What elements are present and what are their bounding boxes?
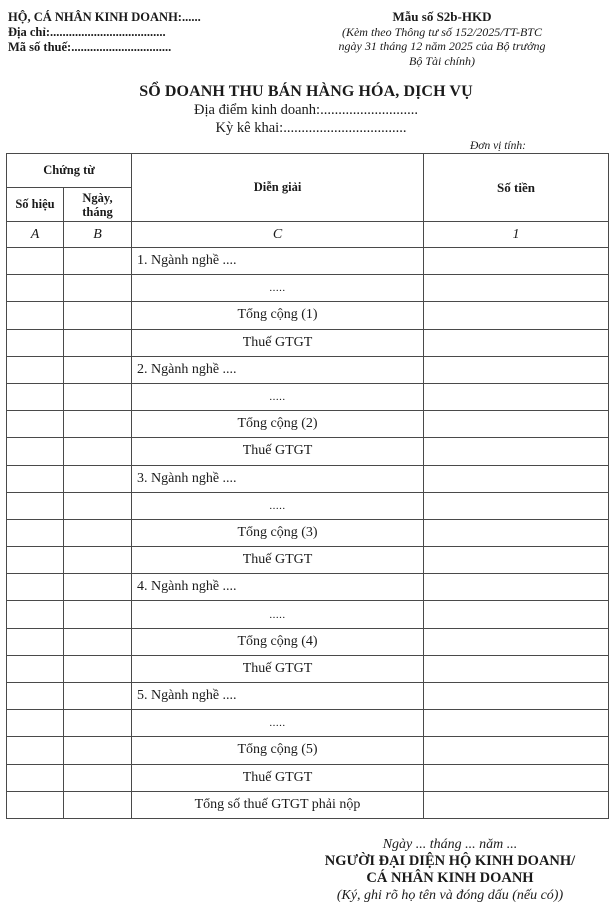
amount-cell[interactable]: [424, 601, 609, 628]
signature-note: (Ký, ghi rõ họ tên và đóng dấu (nếu có)): [336, 888, 564, 903]
address-field[interactable]: Địa chỉ:.....................................: [8, 25, 166, 39]
form-number: Mẫu số S2b-HKD: [392, 9, 492, 24]
voucher-date-cell[interactable]: [64, 791, 132, 818]
business-line-label: 5. Ngành nghề ....: [132, 683, 424, 710]
business-name-field[interactable]: HỘ, CÁ NHÂN KINH DOANH:......: [8, 10, 201, 24]
code-c: C: [132, 222, 424, 248]
vat-label: Thuế GTGT: [132, 547, 424, 574]
tax-code-field[interactable]: Mã số thuế:................................: [8, 40, 172, 54]
voucher-number-cell[interactable]: [7, 737, 64, 764]
voucher-number-cell[interactable]: [7, 601, 64, 628]
table-row: [7, 655, 609, 682]
amount-cell[interactable]: [424, 275, 609, 302]
table-row: [7, 465, 609, 492]
voucher-number-cell[interactable]: [7, 383, 64, 410]
voucher-date-cell[interactable]: [64, 275, 132, 302]
table-row: [7, 710, 609, 737]
voucher-date-cell[interactable]: [64, 492, 132, 519]
amount-cell[interactable]: [424, 465, 609, 492]
code-1: 1: [424, 222, 609, 248]
ledger-body: [7, 248, 609, 792]
form-reference-block: [322, 10, 562, 68]
header-voucher-group: Chứng từ: [7, 154, 132, 188]
subtotal-label: Tổng cộng (3): [132, 519, 424, 546]
header-voucher-date: [64, 188, 132, 222]
voucher-number-cell[interactable]: [7, 791, 64, 818]
voucher-number-cell[interactable]: [7, 764, 64, 791]
voucher-date-cell[interactable]: [64, 465, 132, 492]
table-row: [7, 302, 609, 329]
amount-cell[interactable]: [424, 411, 609, 438]
subtotal-label: Tổng cộng (4): [132, 628, 424, 655]
voucher-date-cell[interactable]: [64, 683, 132, 710]
voucher-number-cell[interactable]: [7, 248, 64, 275]
amount-cell[interactable]: [424, 329, 609, 356]
unit-label: Đơn vị tính:: [470, 140, 526, 152]
table-row: [7, 356, 609, 383]
signature-block: [290, 836, 610, 904]
voucher-date-cell[interactable]: [64, 655, 132, 682]
business-location-field[interactable]: Địa điểm kinh doanh:...........................: [194, 102, 418, 118]
voucher-number-cell[interactable]: [7, 302, 64, 329]
revenue-ledger-table: [6, 153, 609, 819]
code-a: A: [7, 222, 64, 248]
voucher-number-cell[interactable]: [7, 356, 64, 383]
business-info-block: [8, 10, 201, 55]
vat-label: Thuế GTGT: [132, 329, 424, 356]
table-row: [7, 492, 609, 519]
voucher-date-cell[interactable]: [64, 302, 132, 329]
voucher-date-cell[interactable]: [64, 383, 132, 410]
amount-cell[interactable]: [424, 710, 609, 737]
voucher-date-cell[interactable]: [64, 329, 132, 356]
header-voucher-date-label: Ngày, tháng: [82, 190, 113, 219]
voucher-number-cell[interactable]: [7, 465, 64, 492]
business-line-label: 3. Ngành nghề ....: [132, 465, 424, 492]
line-items-placeholder: .....: [132, 492, 424, 519]
voucher-number-cell[interactable]: [7, 438, 64, 465]
table-row: [7, 519, 609, 546]
table-row: [7, 683, 609, 710]
amount-cell[interactable]: [424, 519, 609, 546]
voucher-number-cell[interactable]: [7, 710, 64, 737]
business-line-label: 1. Ngành nghề ....: [132, 248, 424, 275]
line-items-placeholder: .....: [132, 275, 424, 302]
voucher-number-cell[interactable]: [7, 655, 64, 682]
voucher-date-cell[interactable]: [64, 547, 132, 574]
line-items-placeholder: .....: [132, 383, 424, 410]
legal-reference-line-1: (Kèm theo Thông tư số 152/2025/TT-BTC: [341, 24, 542, 39]
amount-cell[interactable]: [424, 356, 609, 383]
voucher-date-cell[interactable]: [64, 764, 132, 791]
signature-date: Ngày ... tháng ... năm ...: [382, 837, 518, 852]
header-voucher-number: Số hiệu: [7, 188, 64, 222]
voucher-number-cell[interactable]: [7, 683, 64, 710]
amount-cell[interactable]: [424, 302, 609, 329]
voucher-date-cell[interactable]: [64, 411, 132, 438]
voucher-date-cell[interactable]: [64, 628, 132, 655]
voucher-number-cell[interactable]: [7, 628, 64, 655]
table-header-row: [7, 154, 609, 188]
column-code-row: [7, 222, 609, 248]
document-title: SỔ DOANH THU BÁN HÀNG HÓA, DỊCH VỤ: [139, 83, 473, 100]
code-b: B: [64, 222, 132, 248]
voucher-number-cell[interactable]: [7, 329, 64, 356]
voucher-number-cell[interactable]: [7, 547, 64, 574]
voucher-number-cell[interactable]: [7, 411, 64, 438]
vat-label: Thuế GTGT: [132, 764, 424, 791]
table-row: [7, 438, 609, 465]
table-row: [7, 383, 609, 410]
table-row: [7, 764, 609, 791]
table-row: [7, 628, 609, 655]
voucher-date-cell[interactable]: [64, 710, 132, 737]
table-row: [7, 737, 609, 764]
amount-cell[interactable]: [424, 737, 609, 764]
line-items-placeholder: .....: [132, 710, 424, 737]
business-line-label: 4. Ngành nghề ....: [132, 574, 424, 601]
voucher-number-cell[interactable]: [7, 275, 64, 302]
voucher-number-cell[interactable]: [7, 492, 64, 519]
voucher-date-cell[interactable]: [64, 737, 132, 764]
header-amount: Số tiền: [424, 154, 609, 222]
amount-cell[interactable]: [424, 683, 609, 710]
subtotal-label: Tổng cộng (1): [132, 302, 424, 329]
signer-title-line-2: CÁ NHÂN KINH DOANH: [366, 870, 534, 886]
amount-cell[interactable]: [424, 383, 609, 410]
voucher-number-cell[interactable]: [7, 574, 64, 601]
table-row: [7, 411, 609, 438]
voucher-date-cell[interactable]: [64, 601, 132, 628]
total-vat-label: Tổng số thuế GTGT phải nộp: [132, 791, 424, 818]
subtotal-label: Tổng cộng (5): [132, 737, 424, 764]
vat-label: Thuế GTGT: [132, 438, 424, 465]
signer-title-line-1: NGƯỜI ĐẠI DIỆN HỘ KINH DOANH/: [324, 853, 576, 869]
voucher-date-cell[interactable]: [64, 519, 132, 546]
legal-reference-line-3: Bộ Tài chính): [409, 53, 475, 68]
header-description: Diễn giải: [132, 154, 424, 222]
subtotal-label: Tổng cộng (2): [132, 411, 424, 438]
line-items-placeholder: .....: [132, 601, 424, 628]
amount-cell[interactable]: [424, 628, 609, 655]
amount-cell[interactable]: [424, 492, 609, 519]
table-row: [7, 547, 609, 574]
vat-label: Thuế GTGT: [132, 655, 424, 682]
voucher-date-cell[interactable]: [64, 438, 132, 465]
amount-cell[interactable]: [424, 547, 609, 574]
business-line-label: 2. Ngành nghề ....: [132, 356, 424, 383]
table-row: [7, 601, 609, 628]
legal-reference-line-2: ngày 31 tháng 12 năm 2025 của Bộ trưởng: [338, 39, 546, 53]
amount-cell[interactable]: [424, 248, 609, 275]
voucher-date-cell[interactable]: [64, 356, 132, 383]
declaration-period-field[interactable]: Kỳ kê khai:..................................: [215, 120, 407, 136]
amount-cell[interactable]: [424, 574, 609, 601]
voucher-date-cell[interactable]: [64, 574, 132, 601]
table-row-total-vat: [7, 791, 609, 818]
total-vat-amount-cell[interactable]: [424, 791, 609, 818]
table-row: [7, 574, 609, 601]
table-row: [7, 248, 609, 275]
amount-cell[interactable]: [424, 438, 609, 465]
voucher-date-cell[interactable]: [64, 248, 132, 275]
amount-cell[interactable]: [424, 655, 609, 682]
amount-cell[interactable]: [424, 764, 609, 791]
table-row: [7, 275, 609, 302]
voucher-number-cell[interactable]: [7, 519, 64, 546]
table-row: [7, 329, 609, 356]
